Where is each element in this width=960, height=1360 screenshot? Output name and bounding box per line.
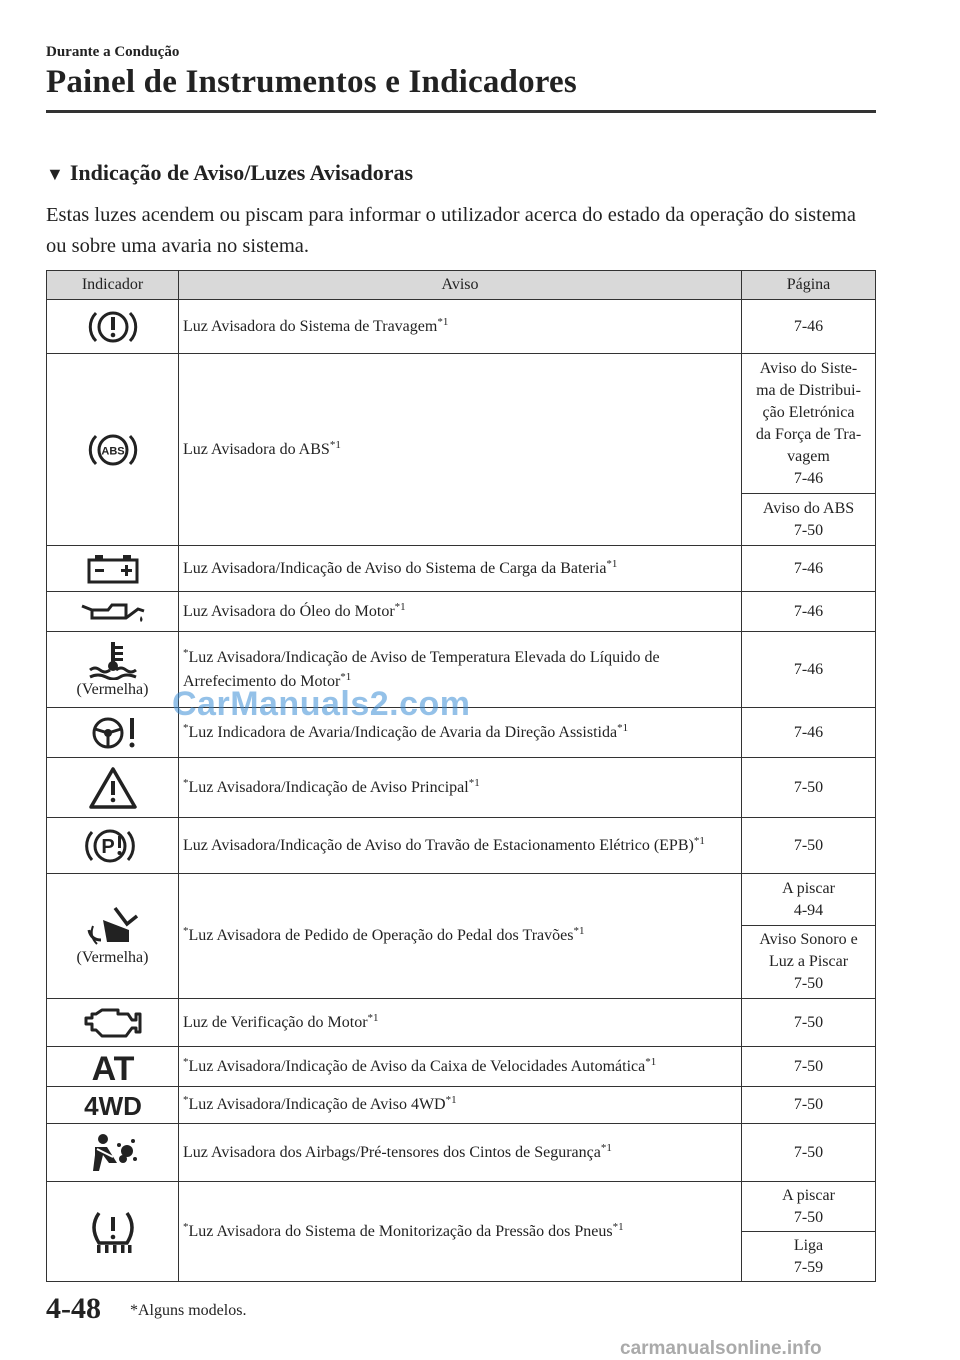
page-title: Painel de Instrumentos e Indicadores: [46, 64, 577, 100]
table-row: [47, 818, 876, 874]
warning-text: Luz Avisadora/Indicação de Aviso do Sistema de Carga da Bateria$^{*1}$: [179, 546, 742, 592]
page-ref: 7-46: [742, 632, 876, 708]
table-row: [47, 874, 876, 926]
warning-text: Luz de Verificação do Motor$^{*1}$: [179, 999, 742, 1047]
abs-warning-icon: [47, 354, 179, 546]
color-note: (Vermelha): [76, 680, 149, 698]
page-ref: 7-50: [742, 1087, 876, 1124]
warning-text: Luz Avisadora do Óleo do Motor$^{*1}$: [179, 592, 742, 632]
color-note: (Vermelha): [76, 949, 149, 966]
page-ref: Aviso do ABS 7-50: [742, 494, 876, 546]
4wd-icon: [47, 1087, 179, 1124]
electric-parking-brake-icon: [47, 818, 179, 874]
table-header-row: [47, 271, 876, 300]
section-name: Durante a Condução: [46, 44, 180, 60]
master-warning-icon: [47, 758, 179, 818]
page-ref: A piscar 4-94: [742, 874, 876, 926]
table-row: [47, 1047, 876, 1087]
indicator-table: [46, 270, 876, 1282]
table-row: [47, 1182, 876, 1232]
warning-text: Luz Avisadora do Sistema de Travagem$^{*1}$: [179, 300, 742, 354]
airbag-icon: [47, 1124, 179, 1182]
title-divider: [46, 110, 876, 113]
table-row: [47, 592, 876, 632]
header-page: Página: [742, 271, 876, 300]
page-ref: 7-50: [742, 818, 876, 874]
warning-text: *Luz Avisadora/Indicação de Aviso 4WD$^{*1}$: [179, 1087, 742, 1124]
warning-text: *Luz Avisadora do Sistema de Monitorização da Pressão dos Pneus$^{*1}$: [179, 1182, 742, 1282]
page-ref: 7-46: [742, 546, 876, 592]
table-row: [47, 1087, 876, 1124]
warning-text: Luz Avisadora do ABS$^{*1}$: [179, 354, 742, 546]
page-ref: A piscar 7-50: [742, 1182, 876, 1232]
page-ref: 7-50: [742, 758, 876, 818]
svg-text:ABS: ABS: [100, 445, 125, 457]
battery-charge-icon: [47, 546, 179, 592]
warning-text: *Luz Avisadora/Indicação de Aviso de Temperatura Elevada do Líquido de Arrefecimento do Motor$^{*1}$: [179, 632, 742, 708]
table-row: [47, 354, 876, 494]
header-indicator: Indicador: [47, 271, 179, 300]
page-ref: 7-50: [742, 999, 876, 1047]
subsection-title: Indicação de Aviso/Luzes Avisadoras: [69, 160, 414, 185]
page-ref: 7-46: [742, 708, 876, 758]
warning-text: *Luz Indicadora de Avaria/Indicação de Avaria da Direção Assistida$^{*1}$: [179, 708, 742, 758]
table-row: [47, 1124, 876, 1182]
page-ref: Liga 7-59: [742, 1232, 876, 1282]
header-warning: Aviso: [179, 271, 742, 300]
warning-text: Luz Avisadora/Indicação de Aviso do Travão de Estacionamento Elétrico (EPB)$^{*1}$: [179, 818, 742, 874]
table-row: [47, 300, 876, 354]
tire-pressure-icon: [47, 1182, 179, 1282]
brake-warning-icon: [47, 300, 179, 354]
warning-text: *Luz Avisadora/Indicação de Aviso da Caixa de Velocidades Automática$^{*1}$: [179, 1047, 742, 1087]
page-ref: 7-50: [742, 1124, 876, 1182]
check-engine-icon: [47, 999, 179, 1047]
power-steering-icon: [47, 708, 179, 758]
page-ref: 7-46: [742, 300, 876, 354]
warning-text: *Luz Avisadora de Pedido de Operação do Pedal dos Travões$^{*1}$: [179, 874, 742, 999]
page-ref: Aviso do Siste- ma de Distribui- ção Eletrónica da Força de Tra- vagem 7-46: [742, 354, 876, 494]
table-row: [47, 999, 876, 1047]
svg-text:AT: AT: [91, 1049, 134, 1084]
brake-pedal-request-icon: [47, 874, 179, 999]
page-ref: 7-46: [742, 592, 876, 632]
svg-text:P: P: [100, 835, 115, 858]
footnote: *Alguns modelos.: [130, 1302, 247, 1319]
page-number: 4-48: [46, 1292, 101, 1325]
watermark: CarManuals2.com: [172, 685, 471, 723]
subsection-heading: [46, 160, 413, 186]
engine-oil-icon: [47, 592, 179, 632]
warning-text: *Luz Avisadora/Indicação de Aviso Principal$^{*1}$: [179, 758, 742, 818]
page-ref: Aviso Sonoro e Luz a Piscar 7-50: [742, 926, 876, 999]
coolant-temperature-icon: [47, 632, 179, 708]
automatic-transmission-icon: [47, 1047, 179, 1087]
svg-text:4WD: 4WD: [83, 1091, 142, 1119]
page-ref: 7-50: [742, 1047, 876, 1087]
warning-text: Luz Avisadora dos Airbags/Pré-tensores dos Cintos de Segurança$^{*1}$: [179, 1124, 742, 1182]
intro-paragraph: Estas luzes acendem ou piscam para informar o utilizador acerca do estado da operação do sistema ou sobre uma avaria no sistema.: [46, 204, 856, 257]
triangle-bullet-icon: ▼: [46, 164, 64, 184]
footer-site: carmanualsonline.info: [620, 1338, 822, 1359]
table-row: [47, 546, 876, 592]
table-row: [47, 758, 876, 818]
